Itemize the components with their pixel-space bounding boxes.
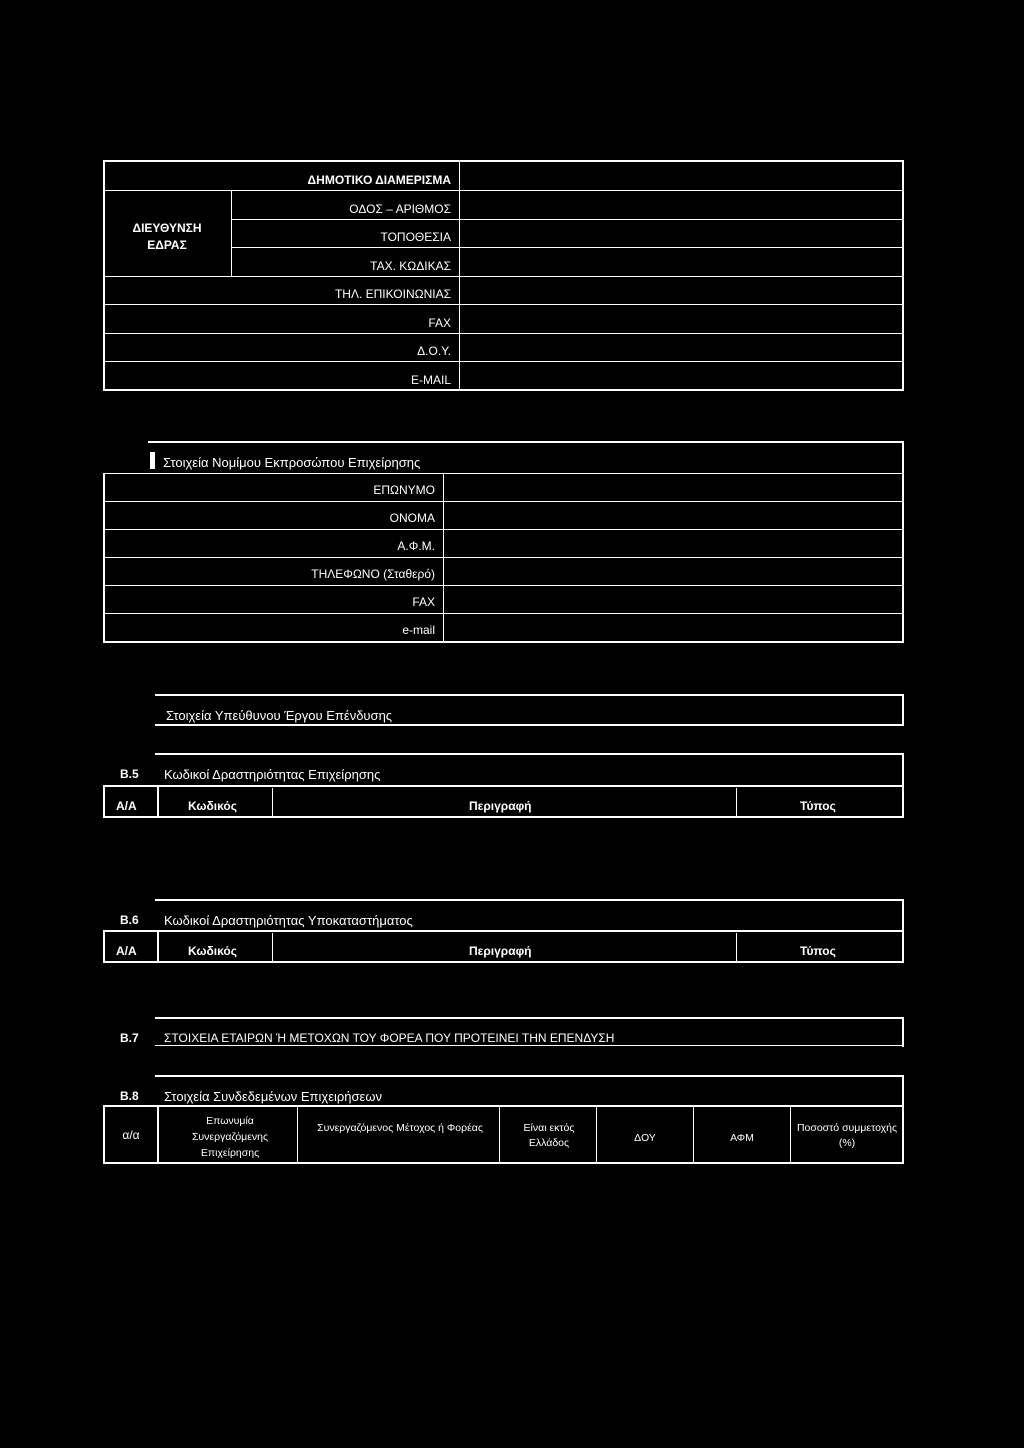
b8-header-abroad: Είναι εκτός Ελλάδος: [523, 1122, 575, 1149]
field-label-rep-fax: FAX: [412, 595, 435, 609]
b6-section-title: Κωδικοί Δραστηριότητας Υποκαταστήματος: [164, 913, 413, 928]
field-label-email: E-MAIL: [410, 373, 451, 387]
field-label-tax-office: Δ.Ο.Υ.: [417, 344, 451, 358]
field-label-postal-code: ΤΑΧ. ΚΩΔΙΚΑΣ: [370, 259, 451, 273]
field-label-location: ΤΟΠΟΘΕΣΙΑ: [380, 230, 451, 244]
project-manager-title: Στοιχεία Υπεύθυνου Έργου Επένδυσης: [166, 708, 393, 723]
field-label-first-name: ΟΝΟΜΑ: [389, 511, 435, 525]
b8-section-title: Στοιχεία Συνδεδεμένων Επιχειρήσεων: [164, 1089, 383, 1104]
b7-section-number: Β.7: [120, 1031, 139, 1045]
legal-rep-title: Στοιχεία Νομίμου Εκπροσώπου Επιχείρησης: [163, 455, 421, 470]
b5-header-description: Περιγραφή: [469, 799, 532, 813]
b8-header-participation: Ποσοστό συμμετοχής (%): [796, 1122, 898, 1149]
b5-header-type: Τύπος: [800, 799, 836, 813]
b5-section-title: Κωδικοί Δραστηριότητας Επιχείρησης: [164, 767, 381, 782]
b8-header-partner: Συνεργαζόμενος Μέτοχος ή Φορέας: [317, 1122, 483, 1134]
b8-header-company-name: Επωνυμία Συνεργαζόμενης Επιχείρησης: [191, 1115, 269, 1159]
b8-header-tax-office: ΔΟΥ: [634, 1132, 656, 1144]
b5-section-number: Β.5: [120, 767, 139, 781]
b7-section-title: ΣΤΟΙΧΕΙΑ ΕΤΑΙΡΩΝ Ή ΜΕΤΟΧΩΝ ΤΟΥ ΦΟΡΕΑ ΠΟΥ ΠΡΟΤΕΙΝΕΙ ΤΗΝ ΕΠΕΝΔΥΣΗ: [164, 1031, 615, 1045]
field-label-street-number: ΟΔΟΣ – ΑΡΙΘΜΟΣ: [349, 202, 451, 216]
field-label-tax-id: Α.Φ.Μ.: [397, 539, 435, 553]
section-marker: [150, 452, 155, 469]
field-label-phone: ΤΗΛ. ΕΠΙΚΟΙΝΩΝΙΑΣ: [334, 287, 451, 301]
b6-section-number: Β.6: [120, 913, 139, 927]
b6-header-code: Κωδικός: [188, 944, 238, 958]
field-label-fax: FAX: [428, 316, 451, 330]
b6-header-type: Τύπος: [800, 944, 836, 958]
field-label-rep-email: e-mail: [402, 623, 435, 637]
field-label-surname: ΕΠΩΝΥΜΟ: [373, 483, 435, 497]
b5-header-code: Κωδικός: [188, 799, 238, 813]
field-label-municipal-district: ΔΗΜΟΤΙΚΟ ΔΙΑΜΕΡΙΣΜΑ: [307, 173, 451, 187]
seat-address-group-label: ΔΙΕΥΘΥΝΣΗ ΕΔΡΑΣ: [132, 221, 202, 252]
b6-header-description: Περιγραφή: [469, 944, 532, 958]
b5-header-index: Α/Α: [116, 799, 137, 813]
b8-header-index: α/α: [122, 1128, 140, 1142]
b6-header-index: Α/Α: [116, 944, 137, 958]
b8-section-number: Β.8: [120, 1089, 139, 1103]
field-label-landline: ΤΗΛΕΦΩΝΟ (Σταθερό): [311, 567, 435, 581]
b8-header-tax-id: ΑΦΜ: [730, 1132, 754, 1144]
